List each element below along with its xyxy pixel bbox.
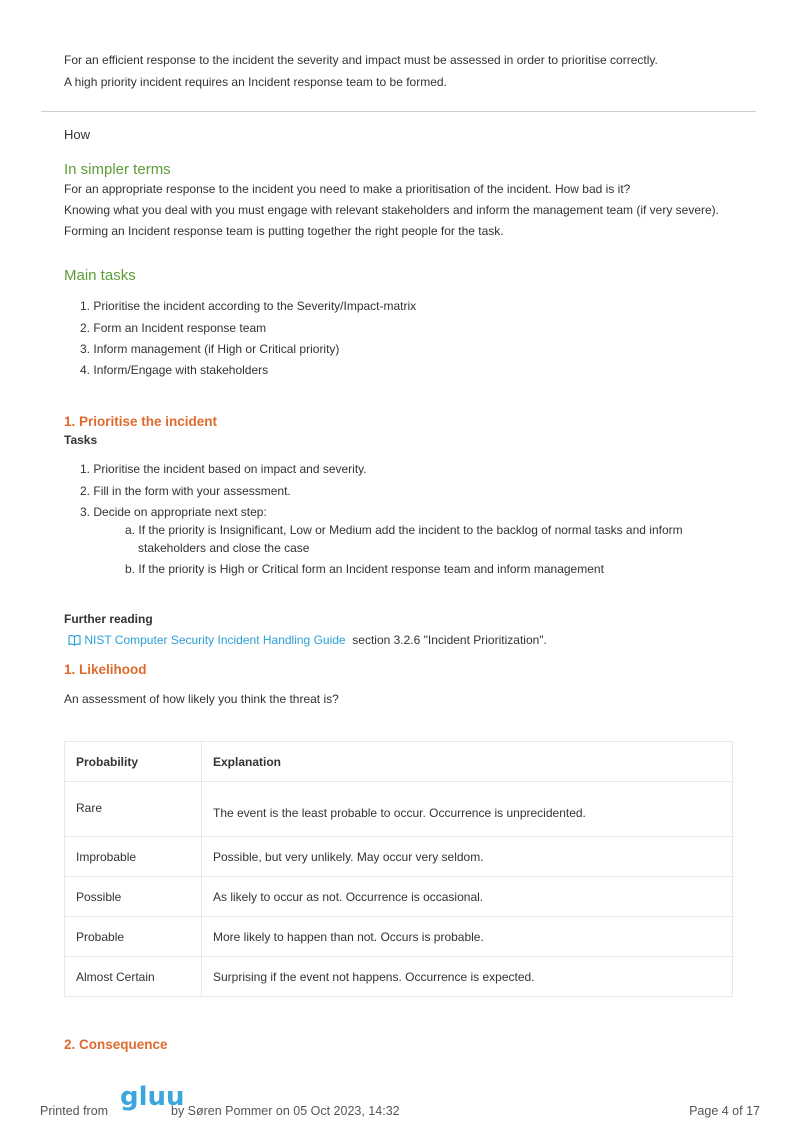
- explanation-cell: Possible, but very unlikely. May occur very seldom.: [202, 837, 733, 877]
- list-number: 1.: [80, 299, 91, 313]
- list-text: Inform/Engage with stakeholders: [93, 363, 269, 377]
- list-text: Fill in the form with your assessment.: [93, 484, 291, 498]
- probability-cell: Almost Certain: [65, 957, 202, 997]
- table-row: [65, 917, 733, 957]
- prioritise-heading: 1. Prioritise the incident: [64, 414, 218, 429]
- likelihood-table: [64, 741, 733, 997]
- list-text: If the priority is Insignificant, Low or Medium add the incident to the backlog of normal tasks and inform: [138, 523, 683, 537]
- simpler-line-3: Forming an Incident response team is putting together the right people for the task.: [64, 224, 504, 238]
- simpler-line-2: Knowing what you deal with you must engage with relevant stakeholders and inform the management team (if very severe).: [64, 203, 720, 217]
- table-header-probability: Probability: [65, 742, 202, 782]
- further-reading-line: [68, 632, 547, 650]
- explanation-cell: As likely to occur as not. Occurrence is occasional.: [202, 877, 733, 917]
- table-header-explanation: Explanation: [202, 742, 733, 782]
- footer-page-number: Page 4 of 17: [689, 1103, 760, 1118]
- list-number: 2.: [80, 484, 91, 498]
- main-task-item-3: [80, 341, 339, 357]
- consequence-heading: 2. Consequence: [64, 1037, 168, 1052]
- nist-guide-link[interactable]: NIST Computer Security Incident Handling Guide: [84, 633, 346, 647]
- probability-cell: Improbable: [65, 837, 202, 877]
- further-reading-label: Further reading: [64, 612, 153, 626]
- list-number: 3.: [80, 342, 91, 356]
- prioritise-subitem-b: [125, 561, 604, 577]
- probability-cell: Rare: [65, 782, 202, 837]
- footer-by-line: by Søren Pommer on 05 Oct 2023, 14:32: [171, 1103, 400, 1118]
- probability-cell: Possible: [65, 877, 202, 917]
- prioritise-task-2: [80, 483, 291, 499]
- list-number: 1.: [80, 462, 91, 476]
- intro-line-1: For an efficient response to the incident the severity and impact must be assessed in order to prioritise correctly.: [64, 53, 658, 67]
- list-text: If the priority is High or Critical form an Incident response team and inform management: [138, 562, 604, 576]
- footer-printed-from: Printed from: [40, 1103, 109, 1118]
- list-letter: b.: [125, 562, 136, 576]
- list-number: 4.: [80, 363, 91, 377]
- list-letter: a.: [125, 523, 136, 537]
- intro-line-2: A high priority incident requires an Incident response team to be formed.: [64, 75, 447, 89]
- table-row: [65, 837, 733, 877]
- table-row: [65, 957, 733, 997]
- book-open-icon: [68, 634, 81, 650]
- table-row: [65, 877, 733, 917]
- simpler-terms-heading: In simpler terms: [64, 161, 171, 178]
- list-number: 3.: [80, 505, 91, 519]
- likelihood-heading: 1. Likelihood: [64, 662, 147, 677]
- simpler-line-1: For an appropriate response to the incident you need to make a prioritisation of the incident. How bad is it?: [64, 182, 631, 196]
- prioritise-subitem-a-continued: stakeholders and close the case: [138, 541, 310, 555]
- likelihood-description: An assessment of how likely you think the threat is?: [64, 692, 339, 706]
- main-task-item-4: [80, 362, 268, 378]
- table-header-row: [65, 742, 733, 782]
- further-reading-suffix: section 3.2.6 "Incident Prioritization".: [352, 633, 547, 647]
- list-text: Form an Incident response team: [93, 321, 267, 335]
- section-divider: [41, 111, 756, 112]
- list-text: Inform management (if High or Critical priority): [93, 342, 340, 356]
- table-row: [65, 782, 733, 837]
- main-task-item-2: [80, 320, 266, 336]
- explanation-cell: Surprising if the event not happens. Occurrence is expected.: [202, 957, 733, 997]
- explanation-cell: More likely to happen than not. Occurs is probable.: [202, 917, 733, 957]
- tasks-label: Tasks: [64, 433, 98, 447]
- list-text: Decide on appropriate next step:: [93, 505, 267, 519]
- gluu-logo: [120, 1082, 185, 1118]
- probability-cell: Probable: [65, 917, 202, 957]
- logo-text: gluu: [120, 1082, 185, 1112]
- prioritise-task-3: [80, 504, 267, 520]
- list-text: Prioritise the incident based on impact and severity.: [93, 462, 367, 476]
- how-label: How: [64, 127, 91, 142]
- main-task-item-1: [80, 298, 416, 314]
- prioritise-subitem-a: [125, 522, 683, 538]
- main-tasks-heading: Main tasks: [64, 267, 136, 284]
- prioritise-task-1: [80, 461, 367, 477]
- list-text: Prioritise the incident according to the Severity/Impact-matrix: [93, 299, 417, 313]
- explanation-cell: The event is the least probable to occur. Occurrence is unprecidented.: [202, 782, 733, 837]
- list-number: 2.: [80, 321, 91, 335]
